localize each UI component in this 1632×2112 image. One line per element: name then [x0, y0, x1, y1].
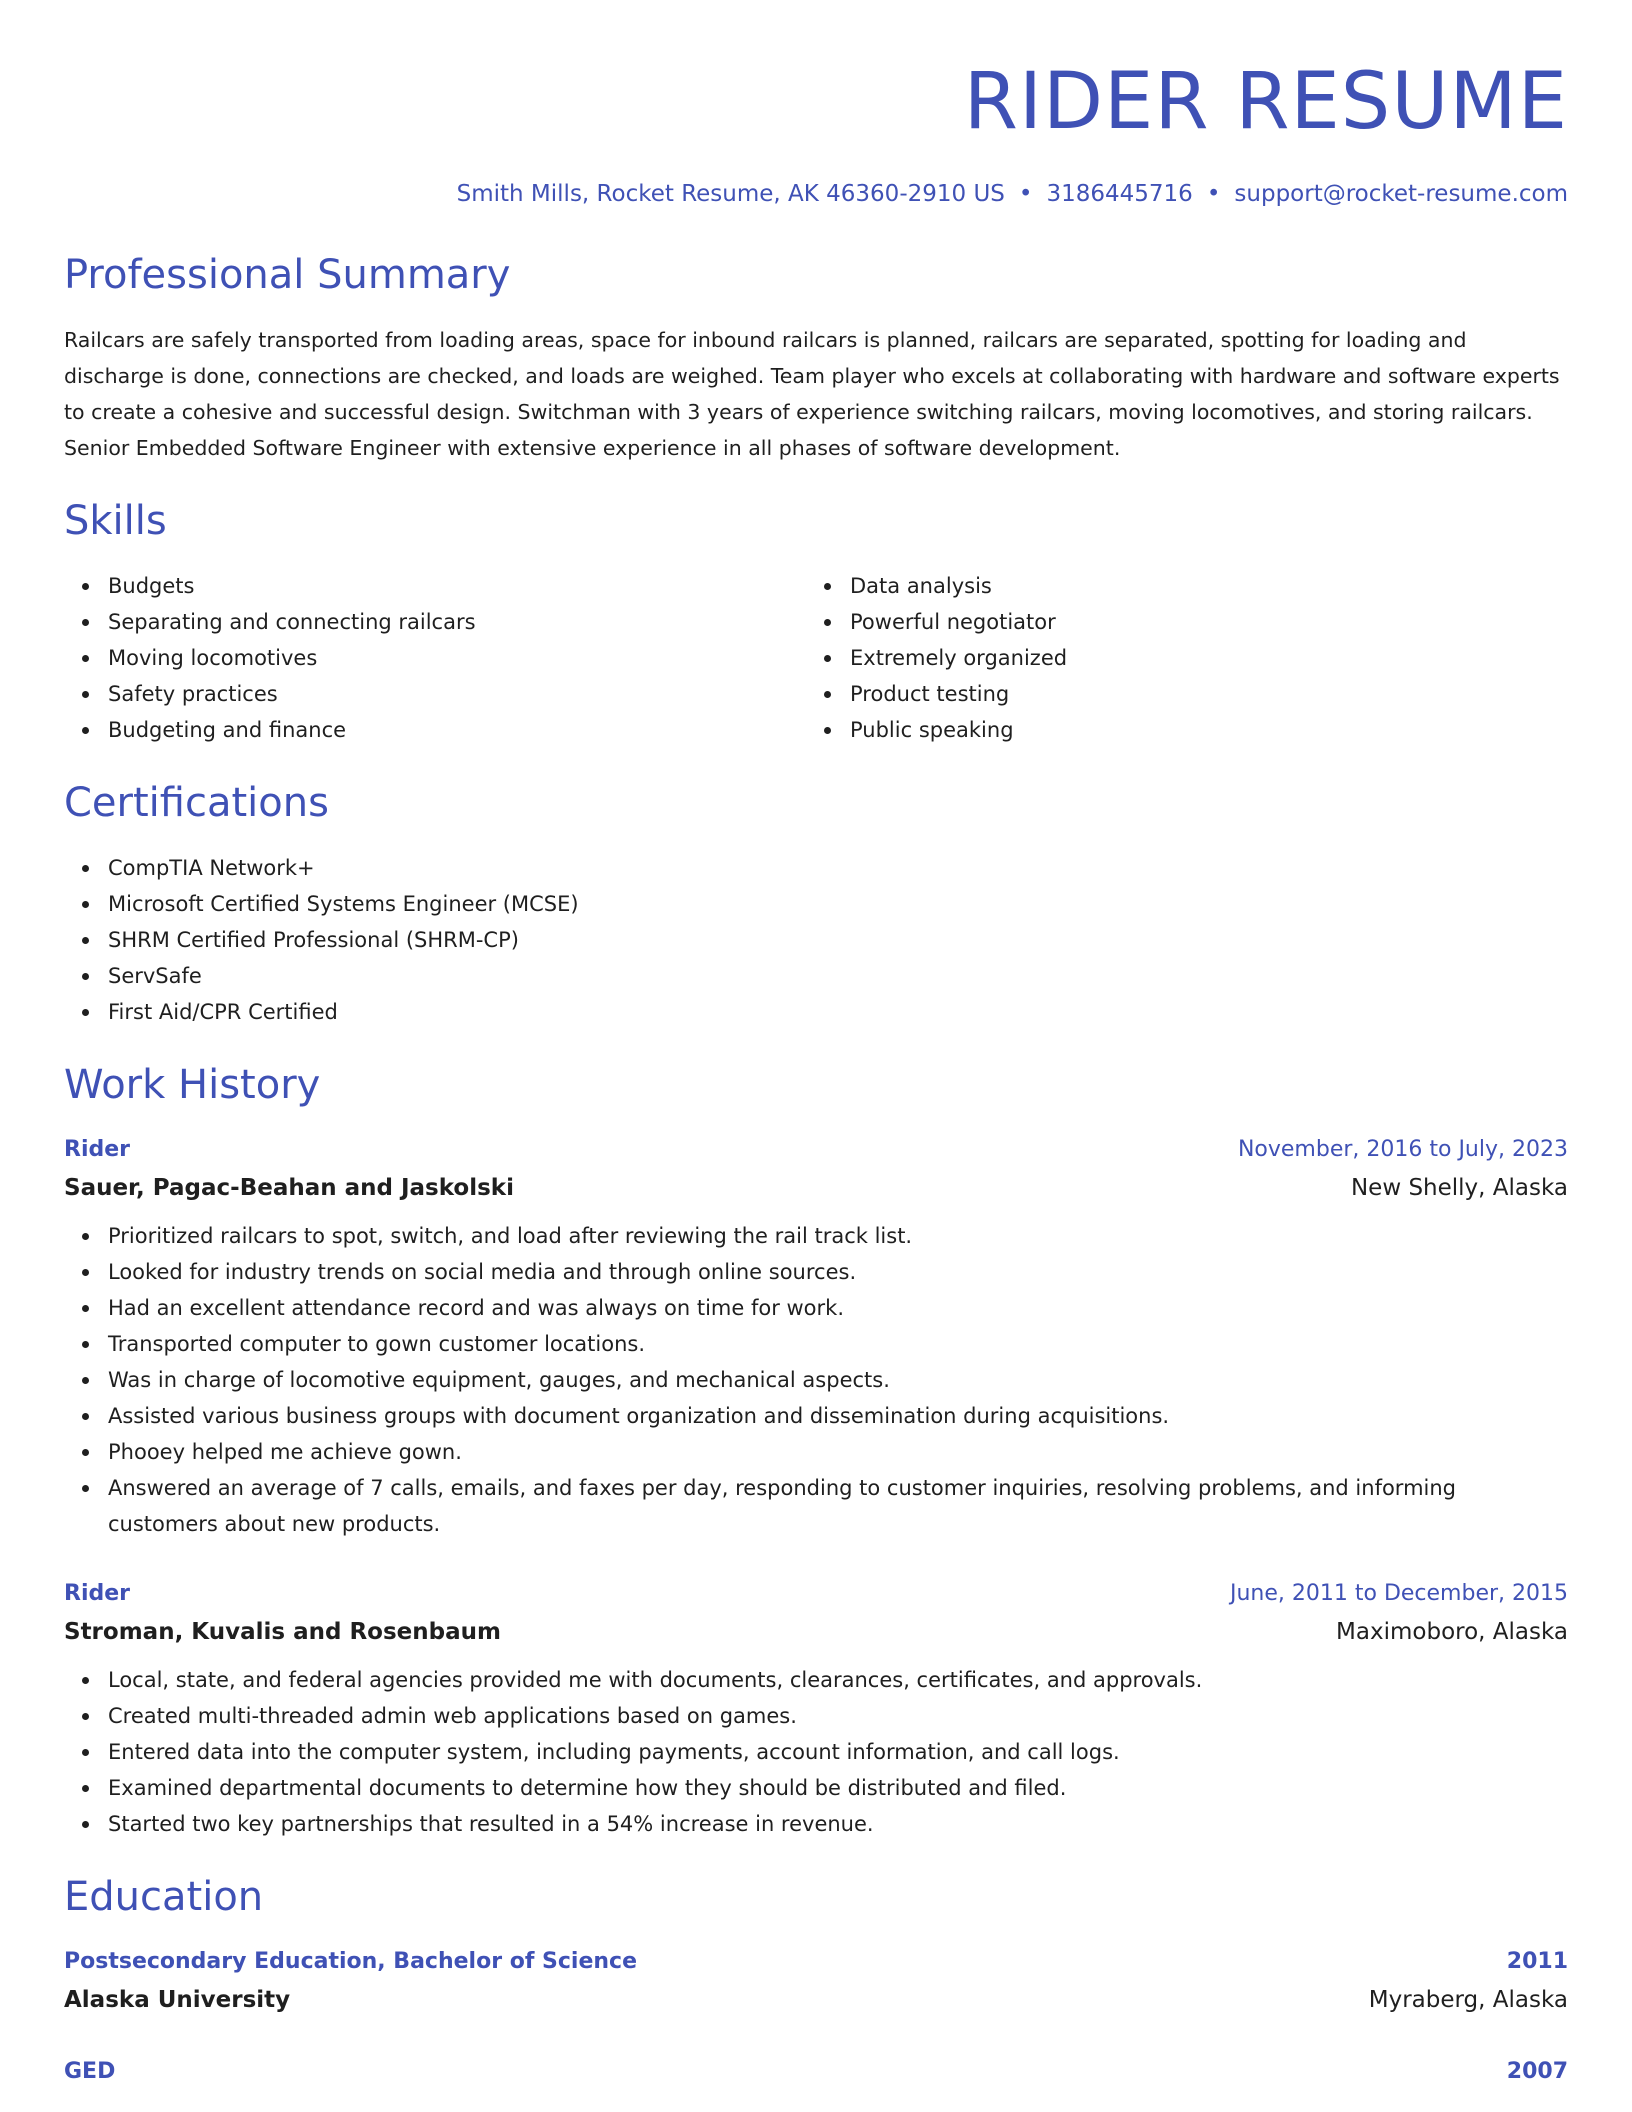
contact-separator: • — [1206, 181, 1221, 207]
job-location: New Shelly, Alaska — [1350, 1175, 1568, 1201]
education-degree: GED — [64, 2059, 116, 2084]
contact-address: Smith Mills, Rocket Resume, AK 46360-2910 US — [456, 181, 1005, 207]
job-dates: November, 2016 to July, 2023 — [1237, 1137, 1568, 1162]
job-location: Maximoboro, Alaska — [1336, 1619, 1568, 1645]
education-year: 2007 — [1506, 2059, 1568, 2084]
job-bullet: Examined departmental documents to determine how they should be distributed and filed. — [108, 1770, 1568, 1806]
education-degree: Postsecondary Education, Bachelor of Science — [64, 1949, 638, 1974]
job-bullets — [64, 1662, 1568, 1842]
job-bullet: Answered an average of 7 calls, emails, and faxes per day, responding to customer inquiries, resolving problems, and informing customers about new products. — [108, 1470, 1568, 1542]
skills-list-right — [806, 568, 1548, 748]
education-entry — [64, 2054, 1568, 2090]
certifications-section — [64, 778, 1568, 1030]
work-history-heading: Work History — [64, 1062, 321, 1108]
skills-section — [64, 496, 1568, 748]
certification-item: Microsoft Certified Systems Engineer (MCSE) — [108, 886, 1568, 922]
contact-line — [64, 178, 1568, 210]
job-title: Rider — [64, 1137, 130, 1162]
education-location: Myraberg, Alaska — [1368, 1987, 1568, 2013]
skills-list-left — [64, 568, 806, 748]
job-bullet: Was in charge of locomotive equipment, gauges, and mechanical aspects. — [108, 1362, 1568, 1398]
contact-phone: 3186445716 — [1046, 181, 1193, 207]
job-dates: June, 2011 to December, 2015 — [1229, 1581, 1568, 1606]
job-bullet: Assisted various business groups with document organization and dissemination during acquisitions. — [108, 1398, 1568, 1434]
certifications-list — [64, 850, 1568, 1030]
skills-columns — [64, 546, 1568, 748]
job-bullets — [64, 1218, 1568, 1542]
job-bullet: Transported computer to gown customer locations. — [108, 1326, 1568, 1362]
job-bullet: Local, state, and federal agencies provided me with documents, clearances, certificates, and approvals. — [108, 1662, 1568, 1698]
job-bullet: Had an excellent attendance record and was always on time for work. — [108, 1290, 1568, 1326]
certification-item: CompTIA Network+ — [108, 850, 1568, 886]
education-school: Alaska University — [64, 1987, 291, 2013]
skills-heading: Skills — [64, 498, 167, 544]
job-bullet: Prioritized railcars to spot, switch, and load after reviewing the rail track list. — [108, 1218, 1568, 1254]
work-history-section — [64, 1060, 1568, 1842]
skill-item: Data analysis — [850, 568, 1548, 604]
skill-item: Separating and connecting railcars — [108, 604, 806, 640]
job-entry — [64, 1132, 1568, 1542]
skill-item: Product testing — [850, 676, 1548, 712]
job-company: Stroman, Kuvalis and Rosenbaum — [64, 1619, 501, 1645]
education-section — [64, 1872, 1568, 2090]
job-company: Sauer, Pagac-Beahan and Jaskolski — [64, 1175, 514, 1201]
contact-email: support@rocket-resume.com — [1234, 181, 1568, 207]
job-bullet: Started two key partnerships that resulted in a 54% increase in revenue. — [108, 1806, 1568, 1842]
summary-text: Railcars are safely transported from loading areas, space for inbound railcars is planned, railcars are separated, spotting for loading and discharge is done, connections are checked, and loads are weighed. Team player who excels at collaborating with hardware and software experts to create a cohesive and successful design. Switchman with 3 years of experience switching railcars, moving locomotives, and storing railcars. Senior Embedded Software Engineer with extensive experience in all phases of software development. — [64, 328, 1560, 460]
skill-item: Extremely organized — [850, 640, 1548, 676]
skill-item: Safety practices — [108, 676, 806, 712]
education-heading: Education — [64, 1874, 264, 1920]
resume-title: RIDER RESUME — [963, 57, 1568, 147]
skill-item: Budgeting and finance — [108, 712, 806, 748]
job-bullet: Entered data into the computer system, including payments, account information, and call logs. — [108, 1734, 1568, 1770]
skill-item: Budgets — [108, 568, 806, 604]
skill-item: Powerful negotiator — [850, 604, 1548, 640]
certification-item: SHRM Certified Professional (SHRM-CP) — [108, 922, 1568, 958]
certifications-heading: Certifications — [64, 780, 329, 826]
education-year: 2011 — [1506, 1949, 1568, 1974]
job-bullet: Created multi-threaded admin web applications based on games. — [108, 1698, 1568, 1734]
summary-heading: Professional Summary — [64, 252, 511, 298]
contact-separator: • — [1018, 181, 1033, 207]
job-bullet: Phooey helped me achieve gown. — [108, 1434, 1568, 1470]
job-title: Rider — [64, 1581, 130, 1606]
skill-item: Moving locomotives — [108, 640, 806, 676]
job-bullet: Looked for industry trends on social media and through online sources. — [108, 1254, 1568, 1290]
certification-item: ServSafe — [108, 958, 1568, 994]
job-entry — [64, 1576, 1568, 1842]
certification-item: First Aid/CPR Certified — [108, 994, 1568, 1030]
skill-item: Public speaking — [850, 712, 1548, 748]
summary-section — [64, 250, 1568, 466]
resume-page — [64, 0, 1568, 2090]
education-entry — [64, 1944, 1568, 2020]
